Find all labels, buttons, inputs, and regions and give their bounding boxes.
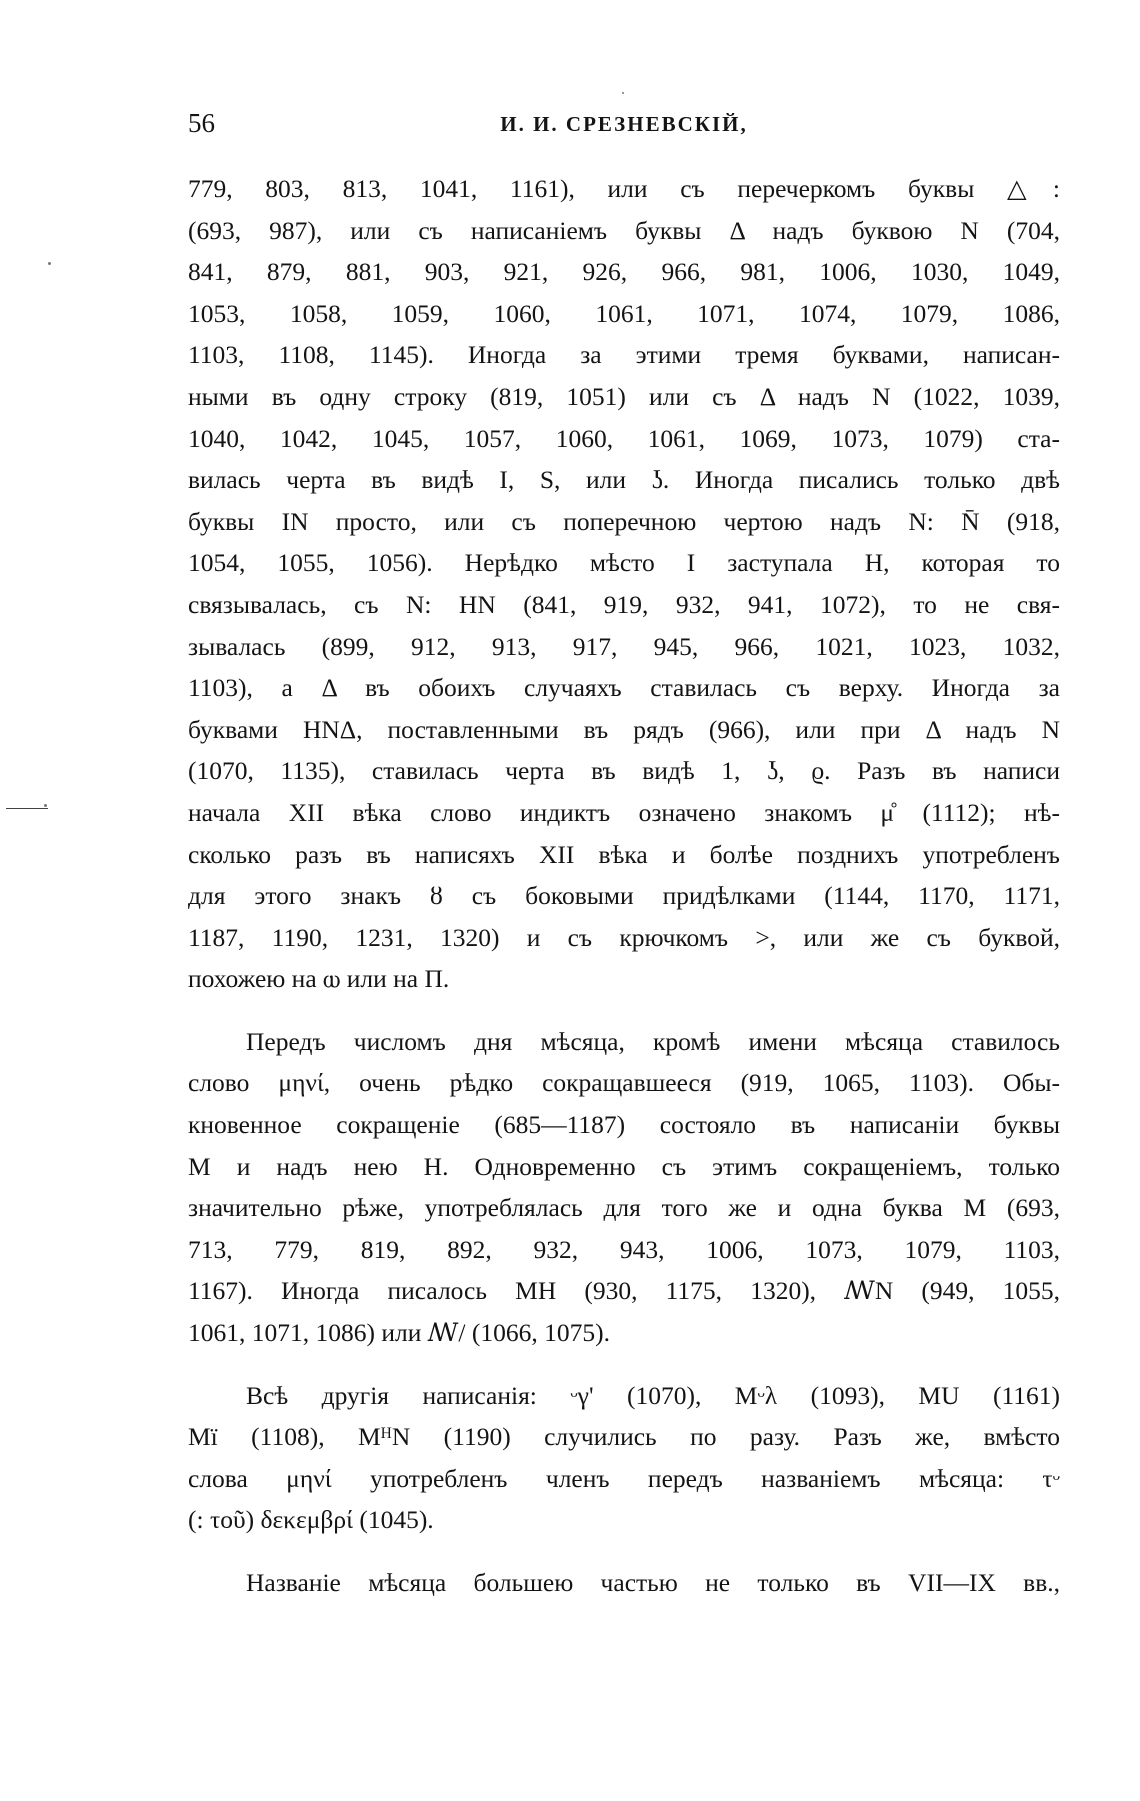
text-line: 1061, 1071, 1086) или ꟿ/ (1066, 1075). — [188, 1318, 610, 1348]
text-line: начала XII вѣка слово индиктъ означено знакомъ μ̊ (1112); нѣ- — [188, 797, 1060, 827]
text-line: 713, 779, 819, 892, 932, 943, 1006, 1073, 1079, 1103, — [188, 1234, 1060, 1264]
text-line: слово μηνί, очень рѣдко сокращавшееся (919, 1065, 1103). Обы- — [188, 1068, 1060, 1098]
text-line: Mï (1108), MᴴN (1190) случились по разу. Разъ же, вмѣсто — [188, 1422, 1060, 1452]
page-header — [188, 108, 1060, 148]
text-line: 1103, 1108, 1145). Иногда за этими тремя буквами, написан- — [188, 340, 1060, 370]
paragraph-2 — [188, 1021, 1060, 1354]
text-line: Передъ числомъ дня мѣсяца, кромѣ имени мѣсяца ставилось — [246, 1026, 1060, 1056]
text-line: похожею на ⲱ или на П. — [188, 964, 450, 994]
text-line: зывалась (899, 912, 913, 917, 945, 966, 1021, 1023, 1032, — [188, 631, 1060, 661]
text-line: 1103), а Δ въ обоихъ случаяхъ ставилась съ верху. Иногда за — [188, 673, 1060, 703]
text-line: значительно рѣже, употреблялась для того же и одна буква М (693, — [188, 1193, 1060, 1223]
paper-speck — [44, 804, 47, 807]
text-line: Названіе мѣсяца большею частью не только въ VII—IX вв., — [246, 1568, 1060, 1597]
text-line: Всѣ другія написанія: ᵕγ' (1070), Mᵕλ (1093), MU (1161) — [246, 1380, 1060, 1410]
text-line: вилась черта въ видѣ I, S, или ʖ. Иногда писались только двѣ — [188, 465, 1060, 495]
running-head: И. И. СРЕЗНЕВСКІЙ, — [500, 112, 748, 136]
text-line: связывалась, съ N: HN (841, 919, 932, 941, 1072), то не свя- — [188, 589, 1060, 619]
text-line: 1187, 1190, 1231, 1320) и съ крючкомъ >, или же съ буквой, — [188, 922, 1060, 952]
text-line: кновенное сокращеніе (685—1187) состояло въ написаніи буквы — [188, 1110, 1060, 1140]
text-line: буквами HNΔ, поставленными въ рядъ (966), или при Δ надъ N — [188, 714, 1060, 744]
text-line: сколько разъ въ написяхъ XII вѣка и болѣе позднихъ употребленъ — [188, 839, 1060, 869]
text-line: (: τοῦ) δεκεμβρί (1045). — [188, 1505, 434, 1535]
paragraph-1 — [188, 168, 1060, 1000]
margin-mark — [6, 808, 48, 809]
text-line: слова μηνί употребленъ членъ передъ названіемъ мѣсяца: τᵕ — [188, 1463, 1060, 1493]
text-line: 1167). Иногда писалось МН (930, 1175, 1320), ꟿN (949, 1055, — [188, 1276, 1060, 1306]
page-number: 56 — [188, 108, 215, 138]
body-text — [188, 168, 1060, 1604]
text-line: 841, 879, 881, 903, 921, 926, 966, 981, 1006, 1030, 1049, — [188, 257, 1060, 287]
text-line: для этого знакъ ȣ съ боковыми придѣлками (1144, 1170, 1171, — [188, 881, 1060, 911]
text-line: буквы IN просто, или съ поперечною чертою надъ N: N̄ (918, — [188, 506, 1060, 536]
paragraph-3 — [188, 1375, 1060, 1541]
text-line: 1053, 1058, 1059, 1060, 1061, 1071, 1074, 1079, 1086, — [188, 298, 1060, 328]
paper-speck — [48, 262, 51, 265]
text-line: 779, 803, 813, 1041, 1161), или съ перечеркомъ буквы △: — [188, 174, 1060, 203]
text-line: (1070, 1135), ставилась черта въ видѣ 1, ʖ, ϱ. Разъ въ написи — [188, 756, 1060, 786]
text-line: М и надъ нею Н. Одновременно съ этимъ сокращеніемъ, только — [188, 1151, 1060, 1181]
text-line: (693, 987), или съ написаніемъ буквы Δ надъ буквою N (704, — [188, 215, 1060, 245]
text-line: 1054, 1055, 1056). Нерѣдко мѣсто I заступала Н, которая то — [188, 548, 1060, 578]
text-line: ными въ одну строку (819, 1051) или съ Δ надъ N (1022, 1039, — [188, 381, 1060, 411]
paper-speck — [622, 92, 624, 94]
text-line: 1040, 1042, 1045, 1057, 1060, 1061, 1069, 1073, 1079) ста- — [188, 423, 1060, 453]
paragraph-4 — [188, 1562, 1060, 1604]
